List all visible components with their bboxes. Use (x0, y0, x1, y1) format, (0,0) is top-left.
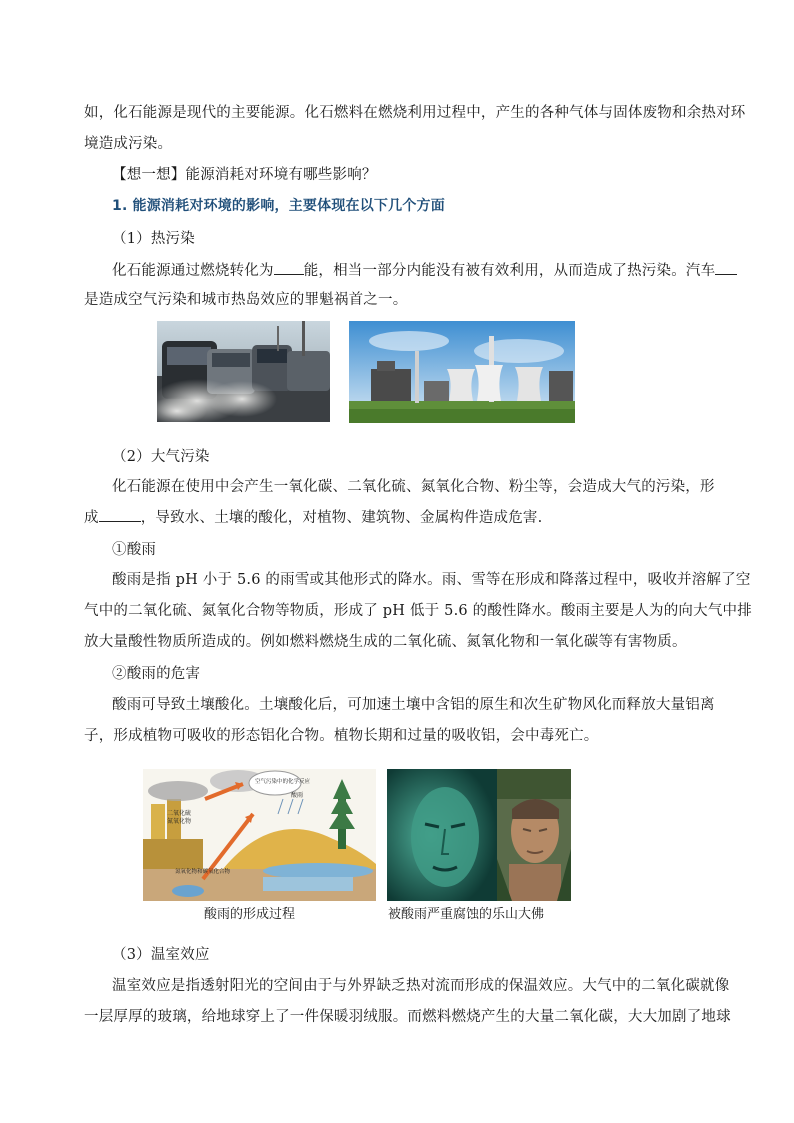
subsection-title-thermal: （1）热污染 (112, 231, 195, 247)
acid-rain-diagram (143, 769, 376, 901)
paragraph-line: 境造成污染。 (84, 136, 173, 152)
diagram-label-no: 氮氧化物 (167, 818, 192, 825)
acid-rain-harm-title: ②酸雨的危害 (112, 666, 201, 682)
paragraph-line: 是造成空气污染和城市热岛效应的罪魁祸首之一。 (84, 292, 408, 308)
fill-blank[interactable] (99, 507, 141, 522)
diagram-label-acid: 酸雨 (291, 792, 304, 799)
diagram-label-so2: 二氧化硫 (167, 810, 192, 817)
paragraph-line: 放大量酸性物质所造成的。例如燃料燃烧生成的二氧化硫、氮氧化物和一氧化碳等有害物质。 (84, 634, 687, 650)
text-segment: 成 (84, 510, 99, 526)
paragraph-line: 化石能源在使用中会产生一氧化碳、二氧化硫、氮氧化合物、粉尘等，会造成大气的污染，形 (112, 479, 715, 495)
fill-blank[interactable] (715, 260, 737, 275)
paragraph-line: 温室效应是指透射阳光的空间由于与外界缺乏热对流而形成的保温效应。大气中的二氧化碳就像 (112, 978, 730, 994)
paragraph-line: 酸雨可导致土壤酸化。土壤酸化后，可加速土壤中含铝的原生和次生矿物风化而释放大量铝离 (112, 697, 715, 713)
paragraph-line: 酸雨是指 pH 小于 5.6 的雨雪或其他形式的降水。雨、雪等在形成和降落过程中，吸收并溶解了空 (112, 572, 751, 588)
diagram-label-cloud: 空气污染中的化学反应 (255, 779, 311, 785)
paragraph-line: 气中的二氧化硫、氮氧化合物等物质，形成了 pH 低于 5.6 的酸性降水。酸雨主要是人为的向大气中排 (84, 603, 752, 619)
power-plant-photo (349, 321, 575, 423)
text-segment: 能，相当一部分内能没有被有效利用，从而造成了热污染。汽车 (303, 263, 716, 279)
car-exhaust-photo (157, 321, 330, 422)
subsection-title-greenhouse: （3）温室效应 (112, 947, 210, 963)
paragraph-line: 子，形成植物可吸收的形态铝化合物。植物长期和过量的吸收铝，会中毒死亡。 (84, 728, 599, 744)
fill-blank[interactable] (274, 260, 304, 275)
paragraph-line (112, 260, 737, 281)
leshan-buddha-photo (387, 769, 571, 901)
section-heading: 1. 能源消耗对环境的影响，主要体现在以下几个方面 (112, 198, 445, 214)
acid-rain-title: ①酸雨 (112, 542, 157, 558)
paragraph-line: 一层厚厚的玻璃，给地球穿上了一件保暖羽绒服。而燃料燃烧产生的大量二氧化碳，大大加剧了地球 (84, 1009, 731, 1025)
diagram-label-car: 氮氧化物和碳氧化合物 (175, 869, 231, 875)
text-segment: ，导致水、土壤的酸化，对植物、建筑物、金属构件造成危害. (140, 510, 543, 526)
think-prompt: 【想一想】能源消耗对环境有哪些影响？ (112, 167, 377, 183)
caption-leshan-buddha: 被酸雨严重腐蚀的乐山大佛 (388, 907, 545, 922)
caption-acid-rain-process: 酸雨的形成过程 (204, 907, 296, 922)
text-segment: 化石能源通过燃烧转化为 (112, 263, 274, 279)
paragraph-line (84, 507, 542, 528)
subsection-title-air: （2）大气污染 (112, 449, 210, 465)
paragraph-line: 如，化石能源是现代的主要能源。化石燃料在燃烧利用过程中，产生的各种气体与固体废物和余热对环 (84, 105, 746, 121)
